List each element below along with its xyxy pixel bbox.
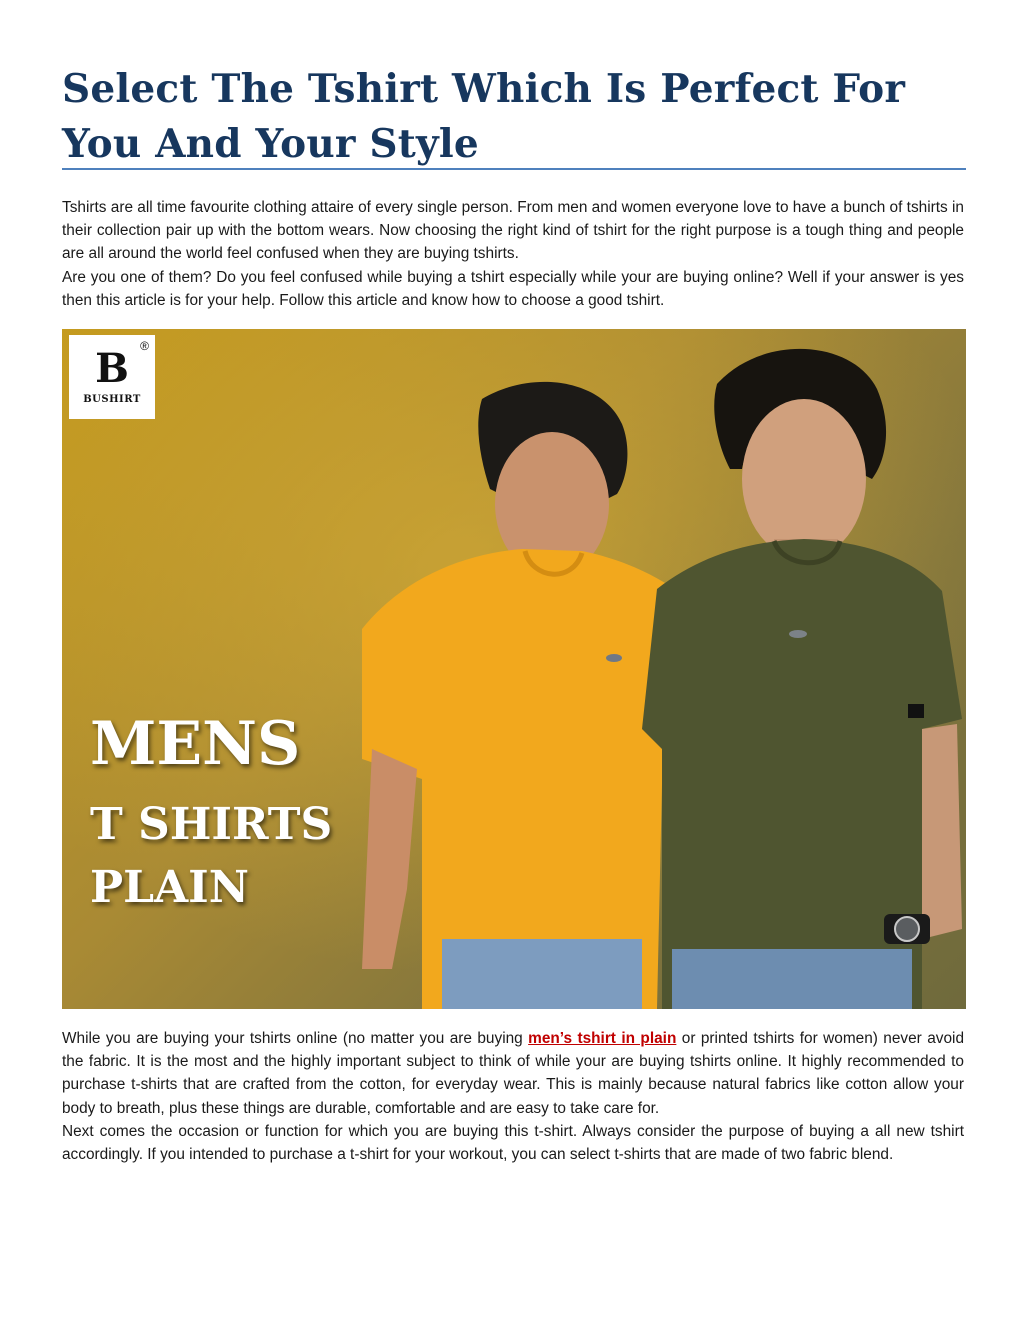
logo-letter: B: [95, 345, 129, 392]
intro-paragraph-2: Are you one of them? Do you feel confused while buying a tshirt especially while your are buying online? Well if your answer is yes then this article is for your help. Follow this article and know how to choose a good tshirt.: [62, 268, 964, 309]
body-paragraph-1-end: or printed tshirts for women) never avoid the fabric. It is the most and the highly important subject to think of while your are buying tshirts online. It highly recommended to purchase t-shirts that are crafted from the cotton, for everyday wear. This is mainly because natural fabrics like cotton allow your body to breath, plus these things are durable, comfortable and are easy to take care for.: [62, 1030, 965, 1117]
body-section: [62, 1027, 964, 1166]
registered-mark: ®: [140, 339, 149, 353]
mens-tshirt-plain-link[interactable]: men’s tshirt in plain: [528, 1030, 677, 1047]
body-paragraph-1: [62, 1027, 964, 1120]
banner-headline-line-2: T SHIRTS: [90, 799, 333, 850]
product-banner-image: [62, 329, 966, 1009]
banner-headline-line-1: MENS: [90, 709, 301, 779]
title-divider: [62, 168, 966, 170]
bushirt-logo: [69, 335, 155, 419]
intro-section: [62, 196, 964, 312]
logo-brand-name: BUSHIRT: [83, 394, 141, 405]
banner-headline-line-3: PLAIN: [90, 862, 249, 913]
body-paragraph-1-start: While you are buying your tshirts online (no matter you are buying: [62, 1030, 529, 1047]
page-title: Select The Tshirt Which Is Perfect For You And Your Style: [62, 66, 906, 167]
intro-paragraph-1: Tshirts are all time favourite clothing attaire of every single person. From men and women everyone love to have a bunch of tshirts in their collection pair up with the bottom wears. Now choosing the right kind of tshirt for the right purpose is a tough thing and people are all around the world feel confused when they are buying tshirts.: [62, 199, 964, 263]
body-paragraph-2: Next comes the occasion or function for which you are buying this t-shirt. Always consider the purpose of buying a all new tshirt accordingly. If you intended to purchase a t-shirt for your workout, you can select t-shirts that are made of two fabric blend.: [62, 1122, 964, 1164]
